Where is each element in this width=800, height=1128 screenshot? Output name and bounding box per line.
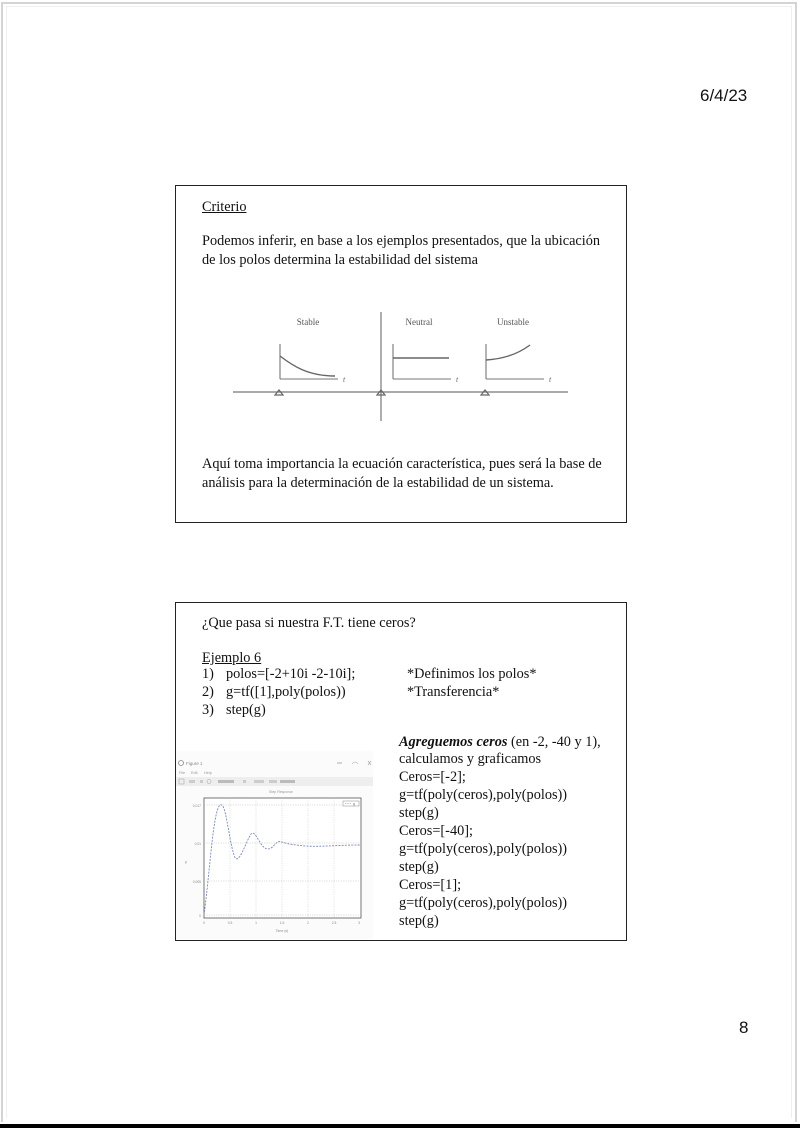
right-line: Ceros=[-2]; [399,769,466,785]
svg-text:2.5: 2.5 [331,921,337,925]
right-intro-rest: (en -2, -40 y 1), [507,734,601,750]
label-stable: Stable [296,317,320,327]
right-intro [399,734,601,752]
step-code: g=tf([1],poly(polos)) [226,684,346,700]
svg-text:1.5: 1.5 [279,921,285,925]
right-line: step(g) [399,805,439,821]
step-number: 3) [202,702,214,718]
axis-t-label: t [456,375,459,384]
example-title: Ejemplo 6 [202,650,262,666]
paragraph-line: análisis para la determinación de la estabilidad de un sistema. [202,475,554,491]
label-neutral: Neutral [405,317,433,327]
toolbar-item [269,780,277,783]
step-code: step(g) [226,702,266,718]
legend-label: g [353,802,355,806]
toolbar-item [280,780,295,783]
y-axis-label: y [185,859,187,864]
plot-axes [204,798,361,918]
right-line: g=tf(poly(ceros),poly(polos)) [399,841,568,857]
menu-help: Help [204,771,212,775]
right-line: step(g) [399,859,439,875]
paragraph-line: Aquí toma importancia la ecuación característica, pues será la base de [202,456,602,472]
header-date: 6/4/23 [700,86,748,105]
right-line: g=tf(poly(ceros),poly(polos)) [399,895,568,911]
slide-ejemplo-6 [175,602,627,941]
paragraph-line: de los polos determina la estabilidad del sistema [202,252,478,268]
menu-edit: Edit [191,771,198,775]
svg-text:0.005: 0.005 [192,880,201,884]
stability-figure [233,308,573,423]
slide-title: Criterio [202,199,247,215]
step-number: 2) [202,684,214,700]
toolbar-icon [243,780,246,783]
svg-text:0.01: 0.01 [194,842,201,846]
toolbar-icon [200,780,203,783]
right-line: step(g) [399,913,439,929]
bottom-bar [0,1124,800,1128]
svg-text:2: 2 [307,921,309,925]
svg-text:3: 3 [358,921,360,925]
window-title: Figure 1 [186,761,203,766]
toolbar-item [218,780,234,783]
svg-text:1: 1 [255,921,257,925]
right-line: Ceros=[1]; [399,877,462,893]
svg-text:0: 0 [203,921,205,925]
right-line: g=tf(poly(ceros),poly(polos)) [399,787,568,803]
right-line: Ceros=[-40]; [399,823,473,839]
label-unstable: Unstable [497,317,529,327]
paragraph-line: Podemos inferir, en base a los ejemplos presentados, que la ubicación [202,233,601,249]
figure-window-screenshot [176,751,373,939]
step-number: 1) [202,666,214,682]
slide-question: ¿Que pasa si nuestra F.T. tiene ceros? [202,615,416,631]
step-comment: *Transferencia* [407,684,500,700]
toolbar-icon [189,780,195,783]
axis-t-label: t [549,375,552,384]
step-comment: *Definimos los polos* [407,666,537,682]
svg-text:0: 0 [199,914,201,918]
step-response-plot [176,751,373,939]
right-intro-bold: Agreguemos ceros [399,734,508,750]
right-line: calculamos y graficamos [399,751,542,767]
slide-criterio [175,185,627,523]
svg-text:0.5: 0.5 [227,921,233,925]
menu-file: File [179,771,186,775]
page-inner-border [6,6,792,1118]
x-axis-label: Time (s) [275,929,289,933]
axis-t-label: t [343,375,346,384]
plot-title: Step Response [269,790,293,794]
svg-text:0.017: 0.017 [192,804,201,808]
step-code: polos=[-2+10i -2-10i]; [226,666,356,682]
toolbar-item [254,780,264,783]
page-number: 8 [739,1018,749,1037]
